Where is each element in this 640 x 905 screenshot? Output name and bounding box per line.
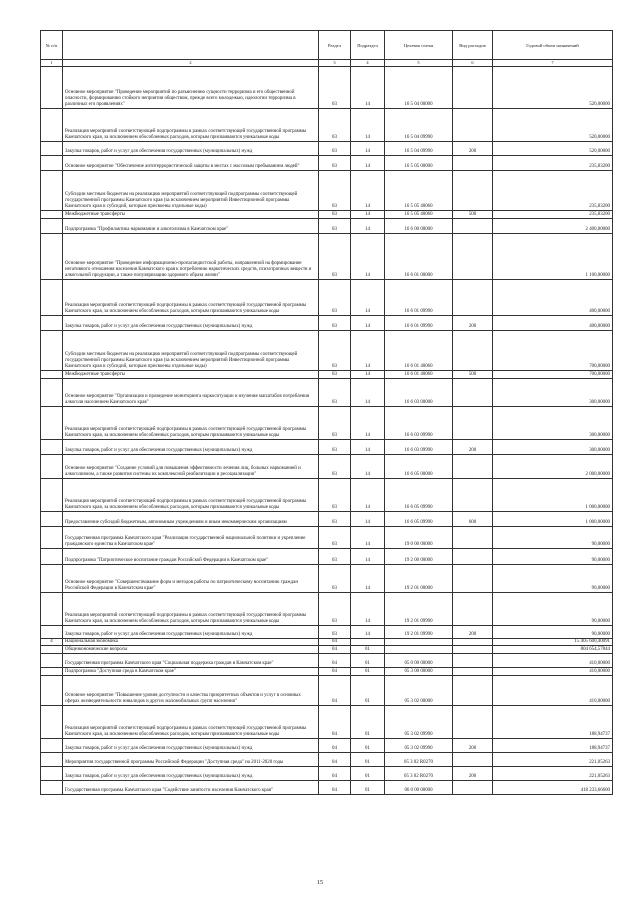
column-number: 3 <box>319 60 351 67</box>
table-body <box>41 67 613 795</box>
column-number-row <box>41 60 613 67</box>
row-podrazdel: 14 <box>351 407 385 440</box>
row-razdel: 03 <box>319 440 351 455</box>
row-podrazdel: 14 <box>351 565 385 593</box>
row-number <box>41 379 63 407</box>
table-row <box>41 739 613 753</box>
table-row <box>41 781 613 795</box>
table-row <box>41 479 613 512</box>
row-podrazdel: 14 <box>351 171 385 211</box>
row-number <box>41 171 63 211</box>
row-number <box>41 527 63 549</box>
table-row <box>41 565 613 593</box>
row-number <box>41 781 63 795</box>
row-amount: 520,00000 <box>493 67 613 109</box>
row-razdel: 03 <box>319 142 351 156</box>
table-row <box>41 67 613 109</box>
row-target-article: 16 5 04 00000 <box>385 67 453 109</box>
row-amount: 188,94737 <box>493 706 613 739</box>
table-row <box>41 371 613 379</box>
table-row <box>41 753 613 767</box>
header-razdel: Раздел <box>319 31 351 60</box>
row-target-article: 16 6 05 00000 <box>385 455 453 479</box>
row-podrazdel: 01 <box>351 767 385 781</box>
row-razdel: 04 <box>319 646 351 654</box>
row-podrazdel: 01 <box>351 753 385 767</box>
row-amount: 300,00000 <box>493 379 613 407</box>
budget-table <box>40 30 613 795</box>
row-podrazdel: 14 <box>351 371 385 379</box>
row-razdel: 03 <box>319 280 351 316</box>
row-amount: 90,00000 <box>493 626 613 639</box>
row-number <box>41 549 63 565</box>
row-expense-type <box>453 668 493 676</box>
row-razdel: 04 <box>319 753 351 767</box>
row-target-article: 05 3 02 09990 <box>385 706 453 739</box>
row-name: Основное мероприятие "Проведение информационно-пропагандистской работы, направленной на формирование негативного отношения населения Камчатского края к потреблению наркотических средств, психотропных веществ и алкогольной продукции, а также популяризацию здорового образа жизни" <box>63 234 319 280</box>
row-expense-type: 200 <box>453 142 493 156</box>
row-amount: 700,00000 <box>493 331 613 371</box>
row-razdel: 03 <box>319 512 351 527</box>
row-number <box>41 455 63 479</box>
row-name: Реализация мероприятий соответствующей подпрограммы в рамках соответствующей государственной программы Камчатского края, за исключением обособленных расходов, которым присваиваются уникальные коды <box>63 407 319 440</box>
row-razdel: 04 <box>319 781 351 795</box>
table-row <box>41 593 613 626</box>
row-razdel: 03 <box>319 626 351 639</box>
row-expense-type <box>453 171 493 211</box>
row-expense-type <box>453 639 493 646</box>
row-expense-type <box>453 549 493 565</box>
row-expense-type <box>453 234 493 280</box>
table-row <box>41 156 613 171</box>
header-name <box>63 31 319 60</box>
row-razdel: 04 <box>319 668 351 676</box>
row-number <box>41 67 63 109</box>
column-number: 2 <box>63 60 319 67</box>
row-podrazdel: 14 <box>351 455 385 479</box>
row-podrazdel: 14 <box>351 379 385 407</box>
row-target-article: 19 2 01 09990 <box>385 593 453 626</box>
row-amount: 400,00000 <box>493 280 613 316</box>
row-amount: 410,00000 <box>493 676 613 706</box>
row-expense-type: 200 <box>453 316 493 331</box>
row-amount: 188,94737 <box>493 739 613 753</box>
row-podrazdel: 14 <box>351 211 385 219</box>
row-razdel: 04 <box>319 767 351 781</box>
row-target-article: 06 0 00 00000 <box>385 781 453 795</box>
row-number <box>41 565 63 593</box>
row-number <box>41 407 63 440</box>
row-amount: 1 000,00000 <box>493 479 613 512</box>
row-target-article: 16 6 00 00000 <box>385 219 453 234</box>
row-number <box>41 331 63 371</box>
row-razdel: 03 <box>319 109 351 142</box>
row-podrazdel <box>351 639 385 646</box>
row-amount: 804 654,57844 <box>493 646 613 654</box>
row-amount: 1 000,00000 <box>493 512 613 527</box>
row-number <box>41 739 63 753</box>
row-name: Реализация мероприятий соответствующей подпрограммы в рамках соответствующей государственной программы Камчатского края, за исключением обособленных расходов, которым присваиваются уникальные коды <box>63 593 319 626</box>
column-number: 7 <box>493 60 613 67</box>
row-number <box>41 753 63 767</box>
row-number <box>41 479 63 512</box>
table-row <box>41 455 613 479</box>
row-razdel: 03 <box>319 316 351 331</box>
row-podrazdel: 14 <box>351 479 385 512</box>
row-razdel: 03 <box>319 67 351 109</box>
row-expense-type <box>453 753 493 767</box>
row-podrazdel: 14 <box>351 156 385 171</box>
row-name: Реализация мероприятий соответствующей подпрограммы в рамках соответствующей государственной программы Камчатского края, за исключением обособленных расходов, которым присваиваются уникальные коды <box>63 280 319 316</box>
row-number <box>41 316 63 331</box>
row-podrazdel: 01 <box>351 646 385 654</box>
row-target-article: 16 6 01 40060 <box>385 331 453 371</box>
row-number <box>41 654 63 668</box>
row-target-article: 16 6 01 00000 <box>385 234 453 280</box>
row-name: Основное мероприятие "Организация и проведение мониторинга наркоситуации и изучения масштабов потребления алкоголя населением Камчатского края" <box>63 379 319 407</box>
table-row <box>41 407 613 440</box>
row-target-article: 05 3 02 R0270 <box>385 767 453 781</box>
row-razdel: 03 <box>319 156 351 171</box>
row-target-article: 16 6 01 09990 <box>385 280 453 316</box>
header-annual-amount: Годовой объем назначений <box>493 31 613 60</box>
row-razdel: 03 <box>319 331 351 371</box>
row-amount: 221,05263 <box>493 767 613 781</box>
row-razdel: 03 <box>319 593 351 626</box>
row-expense-type <box>453 109 493 142</box>
table-row <box>41 549 613 565</box>
row-target-article: 19 2 01 00000 <box>385 565 453 593</box>
row-amount: 410,00000 <box>493 668 613 676</box>
row-name: Субсидии местным бюджетам на реализацию мероприятий соответствующей подпрограммы соответствующей государственной программы Камчатского края (за исключением мероприятий Инвестиционной программы Камчатского края и субсидий, которым присвоены отдельные коды) <box>63 171 319 211</box>
row-number <box>41 109 63 142</box>
row-amount: 90,00000 <box>493 527 613 549</box>
row-expense-type <box>453 479 493 512</box>
row-razdel: 03 <box>319 479 351 512</box>
row-razdel: 03 <box>319 527 351 549</box>
row-name: Закупка товаров, работ и услуг для обеспечения государственных (муниципальных) нужд <box>63 440 319 455</box>
row-podrazdel: 14 <box>351 626 385 639</box>
row-razdel: 03 <box>319 211 351 219</box>
row-target-article: 19 2 01 09990 <box>385 626 453 639</box>
row-amount: 400,00000 <box>493 316 613 331</box>
table-row <box>41 654 613 668</box>
row-razdel: 03 <box>319 171 351 211</box>
row-name: Закупка товаров, работ и услуг для обеспечения государственных (муниципальных) нужд <box>63 316 319 331</box>
row-podrazdel: 14 <box>351 593 385 626</box>
row-name: Субсидии местным бюджетам на реализацию мероприятий соответствующей подпрограммы соответствующей государственной программы Камчатского края (за исключением мероприятий Инвестиционной программы Камчатского края и субсидий, которым присвоены отдельные коды) <box>63 331 319 371</box>
row-amount: 2 000,00000 <box>493 455 613 479</box>
row-podrazdel: 14 <box>351 219 385 234</box>
row-amount: 2 400,00000 <box>493 219 613 234</box>
column-number: 6 <box>453 60 493 67</box>
table-row <box>41 626 613 639</box>
table-row <box>41 211 613 219</box>
row-podrazdel: 14 <box>351 512 385 527</box>
row-razdel: 03 <box>319 234 351 280</box>
row-expense-type <box>453 455 493 479</box>
header-podrazdel: Подраздел <box>351 31 385 60</box>
row-expense-type <box>453 654 493 668</box>
table-row <box>41 512 613 527</box>
column-number: 4 <box>351 60 385 67</box>
row-number <box>41 706 63 739</box>
row-podrazdel: 14 <box>351 109 385 142</box>
row-name: Реализация мероприятий соответствующей подпрограммы в рамках соответствующей государственной программы Камчатского края, за исключением обособленных расходов, которым присваиваются уникальные коды <box>63 479 319 512</box>
row-name: Основное мероприятие "Обеспечение антитеррористической защиты в местах с массовым пребыванием людей" <box>63 156 319 171</box>
row-amount: 15 405 600,40091 <box>493 639 613 646</box>
row-expense-type: 500 <box>453 211 493 219</box>
row-expense-type <box>453 219 493 234</box>
row-razdel: 04 <box>319 706 351 739</box>
row-razdel: 03 <box>319 565 351 593</box>
row-number <box>41 440 63 455</box>
row-expense-type <box>453 781 493 795</box>
row-expense-type <box>453 67 493 109</box>
row-podrazdel: 14 <box>351 331 385 371</box>
row-expense-type <box>453 379 493 407</box>
row-target-article: 16 6 01 09990 <box>385 316 453 331</box>
row-razdel: 03 <box>319 455 351 479</box>
table-row <box>41 142 613 156</box>
row-podrazdel: 01 <box>351 668 385 676</box>
column-number: 1 <box>41 60 63 67</box>
row-number <box>41 219 63 234</box>
row-expense-type: 200 <box>453 440 493 455</box>
row-name: Основное мероприятие "Создание условий для повышения эффективности лечения лиц, больных наркоманией и алкоголизмом, а также развития системы их комплексной реабилитации и ресоциализации" <box>63 455 319 479</box>
row-name: Межбюджетные трансферты <box>63 371 319 379</box>
row-number <box>41 512 63 527</box>
row-name: Общеэкономические вопросы <box>63 646 319 654</box>
row-name: Подпрограмма "Профилактика наркомании и алкоголизма в Камчатском крае" <box>63 219 319 234</box>
row-podrazdel: 14 <box>351 527 385 549</box>
row-number <box>41 142 63 156</box>
row-amount: 300,00000 <box>493 440 613 455</box>
row-target-article: 05 3 02 00000 <box>385 676 453 706</box>
row-number <box>41 593 63 626</box>
row-expense-type: 200 <box>453 626 493 639</box>
row-number <box>41 280 63 316</box>
row-amount: 520,00000 <box>493 142 613 156</box>
page-number: 15 <box>317 880 323 886</box>
row-expense-type <box>453 676 493 706</box>
row-target-article: 16 6 05 09990 <box>385 479 453 512</box>
row-podrazdel: 14 <box>351 234 385 280</box>
row-razdel: 03 <box>319 379 351 407</box>
row-target-article: 16 6 01 40060 <box>385 371 453 379</box>
row-razdel: 03 <box>319 549 351 565</box>
row-podrazdel: 01 <box>351 654 385 668</box>
row-razdel: 04 <box>319 739 351 753</box>
row-name: Государственная программа Камчатского края "Содействие занятости населения Камчатского края" <box>63 781 319 795</box>
row-name: Основное мероприятие "Повышение уровня доступности и качества приоритетных объектов и услуг в основных сферах жизнедеятельности инвалидов и других маломобильных групп населения" <box>63 676 319 706</box>
header-no: № п/п <box>41 31 63 60</box>
budget-table-sheet <box>40 30 612 795</box>
row-amount: 221,05263 <box>493 753 613 767</box>
row-amount: 90,00000 <box>493 565 613 593</box>
row-number <box>41 767 63 781</box>
row-target-article: 05 3 02 09990 <box>385 739 453 753</box>
row-podrazdel: 14 <box>351 280 385 316</box>
row-name: Подпрограмма "Доступная среда в Камчатском крае" <box>63 668 319 676</box>
row-podrazdel: 01 <box>351 781 385 795</box>
table-row <box>41 219 613 234</box>
row-podrazdel: 14 <box>351 316 385 331</box>
row-podrazdel: 01 <box>351 706 385 739</box>
row-target-article: 05 3 02 R0270 <box>385 753 453 767</box>
table-row <box>41 280 613 316</box>
row-target-article: 16 6 03 09990 <box>385 407 453 440</box>
row-amount: 90,00000 <box>493 549 613 565</box>
row-target-article <box>385 639 453 646</box>
row-amount: 235,83200 <box>493 211 613 219</box>
row-expense-type <box>453 156 493 171</box>
row-target-article: 16 5 04 09990 <box>385 109 453 142</box>
row-target-article: 16 5 05 40060 <box>385 211 453 219</box>
row-razdel: 04 <box>319 639 351 646</box>
row-target-article: 19 0 00 00000 <box>385 527 453 549</box>
row-amount: 700,00000 <box>493 371 613 379</box>
table-row <box>41 527 613 549</box>
row-name: Закупка товаров, работ и услуг для обеспечения государственных (муниципальных) нужд <box>63 626 319 639</box>
row-expense-type <box>453 331 493 371</box>
table-row <box>41 379 613 407</box>
row-expense-type <box>453 527 493 549</box>
row-expense-type: 200 <box>453 739 493 753</box>
row-amount: 520,00000 <box>493 109 613 142</box>
table-row <box>41 109 613 142</box>
row-name: Закупка товаров, работ и услуг для обеспечения государственных (муниципальных) нужд <box>63 739 319 753</box>
table-row <box>41 646 613 654</box>
row-name: Национальная экономика <box>63 639 319 646</box>
row-expense-type <box>453 593 493 626</box>
row-expense-type <box>453 565 493 593</box>
row-razdel: 03 <box>319 371 351 379</box>
header-row <box>41 31 613 60</box>
row-amount: 410,00000 <box>493 654 613 668</box>
row-razdel: 03 <box>319 219 351 234</box>
row-expense-type <box>453 280 493 316</box>
row-name: Межбюджетные трансферты <box>63 211 319 219</box>
header-target-article: Целевая статья <box>385 31 453 60</box>
row-name: Реализация мероприятий соответствующей подпрограммы в рамках соответствующей государственной программы Камчатского края, за исключением обособленных расходов, которым присваиваются уникальные коды <box>63 109 319 142</box>
row-name: Предоставление субсидий бюджетным, автономным учреждениям и иным некоммерческим организациям <box>63 512 319 527</box>
row-number <box>41 211 63 219</box>
table-row <box>41 316 613 331</box>
row-razdel: 03 <box>319 407 351 440</box>
row-target-article <box>385 646 453 654</box>
row-amount: 300,00000 <box>493 407 613 440</box>
row-expense-type <box>453 706 493 739</box>
row-amount: 1 100,00000 <box>493 234 613 280</box>
row-podrazdel: 01 <box>351 739 385 753</box>
row-name: Основное мероприятие "Проведение мероприятий по разъяснению сущности терроризма и его общественной опасности, формированию стойкого неприятия обществом, прежде всего молодежью, идеологии терроризма в различных его проявлениях" <box>63 67 319 109</box>
row-target-article: 05 3 00 00000 <box>385 668 453 676</box>
row-name: Государственная программа Камчатского края "Социальная поддержка граждан в Камчатском крае" <box>63 654 319 668</box>
row-expense-type: 500 <box>453 371 493 379</box>
row-name: Государственная программа Камчатского края "Реализация государственной национальной политики и укрепление гражданского единства в Камчатском крае" <box>63 527 319 549</box>
row-number <box>41 234 63 280</box>
table-row <box>41 440 613 455</box>
row-name: Закупка товаров, работ и услуг для обеспечения государственных (муниципальных) нужд <box>63 767 319 781</box>
row-number <box>41 646 63 654</box>
row-razdel: 04 <box>319 676 351 706</box>
row-amount: 90,00000 <box>493 593 613 626</box>
row-amount: 235,83200 <box>493 156 613 171</box>
row-number <box>41 676 63 706</box>
row-target-article: 19 2 00 00000 <box>385 549 453 565</box>
row-expense-type: 200 <box>453 767 493 781</box>
row-number <box>41 156 63 171</box>
row-podrazdel: 14 <box>351 67 385 109</box>
row-target-article: 05 0 00 00000 <box>385 654 453 668</box>
table-row <box>41 676 613 706</box>
table-row <box>41 767 613 781</box>
table-row <box>41 706 613 739</box>
row-target-article: 16 5 05 40060 <box>385 171 453 211</box>
row-target-article: 16 6 03 00000 <box>385 379 453 407</box>
table-row <box>41 331 613 371</box>
row-name: Реализация мероприятий соответствующей подпрограммы в рамках соответствующей государственной программы Камчатского края, за исключением обособленных расходов, которым присваиваются уникальные коды <box>63 706 319 739</box>
row-podrazdel: 14 <box>351 440 385 455</box>
row-expense-type: 600 <box>453 512 493 527</box>
row-target-article: 16 5 05 00000 <box>385 156 453 171</box>
table-row <box>41 171 613 211</box>
row-target-article: 16 5 04 09990 <box>385 142 453 156</box>
row-number: 4 <box>41 639 63 646</box>
row-number <box>41 371 63 379</box>
row-name: Основное мероприятие "Совершенствование форм и методов работы по патриотическому воспитанию граждан Российской Федерации в Камчатском крае" <box>63 565 319 593</box>
row-target-article: 16 6 05 09990 <box>385 512 453 527</box>
table-row <box>41 668 613 676</box>
row-expense-type <box>453 646 493 654</box>
column-number: 5 <box>385 60 453 67</box>
row-podrazdel: 14 <box>351 549 385 565</box>
row-number <box>41 626 63 639</box>
row-amount: 418 233,66600 <box>493 781 613 795</box>
row-razdel: 04 <box>319 654 351 668</box>
row-podrazdel: 01 <box>351 676 385 706</box>
row-name: Подпрограмма "Патриотическое воспитание граждан Российской Федерации в Камчатском крае" <box>63 549 319 565</box>
row-name: Мероприятия государственной программы Российской Федерации "Доступная среда" на 2011-2020 годы <box>63 753 319 767</box>
row-name: Закупка товаров, работ и услуг для обеспечения государственных (муниципальных) нужд <box>63 142 319 156</box>
row-target-article: 16 6 03 09990 <box>385 440 453 455</box>
row-number <box>41 668 63 676</box>
header-expense-type: Вид расходов <box>453 31 493 60</box>
table-row <box>41 639 613 646</box>
row-expense-type <box>453 407 493 440</box>
table-row <box>41 234 613 280</box>
row-amount: 235,83200 <box>493 171 613 211</box>
row-podrazdel: 14 <box>351 142 385 156</box>
